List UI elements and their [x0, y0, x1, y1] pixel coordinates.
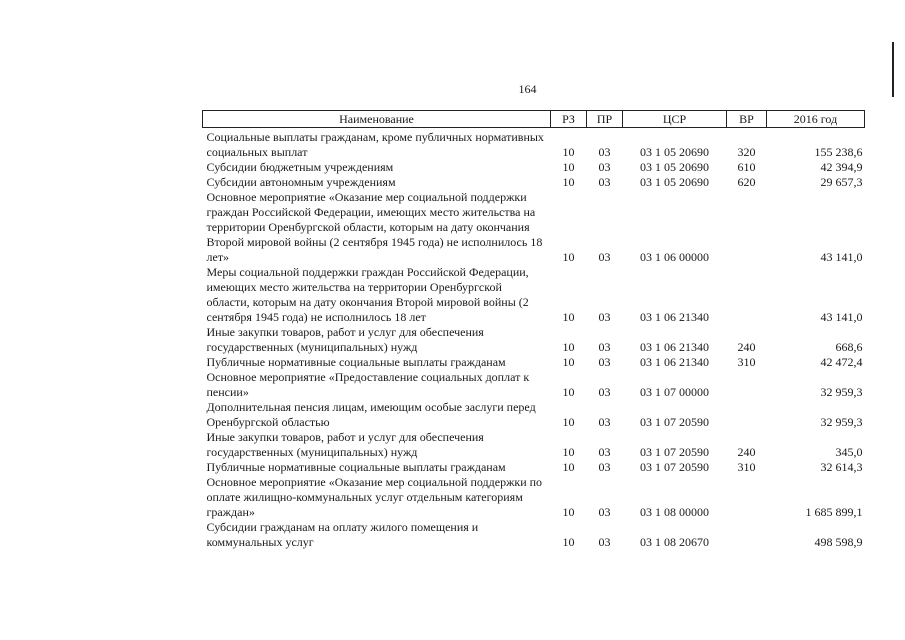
row-year: 32 959,3	[820, 415, 863, 429]
header-name: Наименование	[203, 111, 551, 128]
row-csr: 03 1 06 00000	[640, 250, 709, 264]
row-name: Иные закупки товаров, работ и услуг для обеспечения государственных (муниципальных) нужд	[206, 325, 484, 354]
row-name: Субсидии гражданам на оплату жилого помещения и коммунальных услуг	[206, 520, 479, 549]
row-csr: 03 1 08 20670	[640, 535, 709, 549]
table-row	[203, 160, 865, 175]
row-pr: 03	[598, 160, 611, 174]
row-year: 668,6	[835, 340, 863, 354]
row-rz: 10	[562, 535, 575, 549]
header-vr: ВР	[727, 111, 767, 128]
table-row	[203, 265, 865, 325]
row-name: Социальные выплаты гражданам, кроме публичных нормативных социальных выплат	[206, 130, 544, 159]
row-year: 42 394,9	[820, 160, 863, 174]
table-row	[203, 370, 865, 400]
row-vr: 320	[737, 145, 756, 159]
row-year: 43 141,0	[820, 310, 863, 324]
header-rz: РЗ	[551, 111, 587, 128]
header-csr: ЦСР	[623, 111, 727, 128]
row-vr: 240	[737, 340, 756, 354]
row-pr: 03	[598, 250, 611, 264]
row-rz: 10	[562, 175, 575, 189]
row-rz: 10	[562, 415, 575, 429]
table-row	[203, 128, 865, 161]
row-csr: 03 1 07 20590	[640, 445, 709, 459]
row-name: Иные закупки товаров, работ и услуг для обеспечения государственных (муниципальных) нужд	[206, 430, 484, 459]
table-row	[203, 520, 865, 550]
row-csr: 03 1 06 21340	[640, 355, 709, 369]
table-row	[203, 175, 865, 190]
row-name: Меры социальной поддержки граждан Российской Федерации, имеющих место жительства на территории Оренбургской области, которым на дату окончания Второй мировой войны (2 сентября 1945 года) не исполнилось 18 лет	[206, 265, 529, 324]
row-rz: 10	[562, 310, 575, 324]
row-name: Основное мероприятие «Предоставление социальных доплат к пенсии»	[206, 370, 530, 399]
row-pr: 03	[598, 535, 611, 549]
row-csr: 03 1 07 00000	[640, 385, 709, 399]
page-number: 164	[518, 82, 537, 96]
row-pr: 03	[598, 340, 611, 354]
row-rz: 10	[562, 460, 575, 474]
row-pr: 03	[598, 385, 611, 399]
table-row	[203, 325, 865, 355]
row-csr: 03 1 05 20690	[640, 145, 709, 159]
row-vr: 240	[737, 445, 756, 459]
row-name: Дополнительная пенсия лицам, имеющим особые заслуги перед Оренбургской областью	[206, 400, 536, 429]
row-rz: 10	[562, 340, 575, 354]
header-pr: ПР	[587, 111, 623, 128]
row-pr: 03	[598, 145, 611, 159]
row-vr: 310	[737, 355, 756, 369]
row-pr: 03	[598, 415, 611, 429]
row-year: 155 238,6	[814, 145, 863, 159]
table-header	[203, 111, 865, 128]
row-csr: 03 1 07 20590	[640, 460, 709, 474]
table-row	[203, 400, 865, 430]
row-vr	[727, 265, 767, 325]
row-year: 43 141,0	[820, 250, 863, 264]
row-name: Публичные нормативные социальные выплаты гражданам	[206, 355, 506, 369]
row-csr: 03 1 05 20690	[640, 160, 709, 174]
row-vr: 610	[737, 160, 756, 174]
row-rz: 10	[562, 445, 575, 459]
row-name: Субсидии бюджетным учреждениям	[206, 160, 394, 174]
row-rz: 10	[562, 250, 575, 264]
row-vr	[727, 475, 767, 520]
header-year: 2016 год	[767, 111, 865, 128]
row-year: 1 685 899,1	[805, 505, 863, 519]
row-csr: 03 1 08 00000	[640, 505, 709, 519]
row-pr: 03	[598, 445, 611, 459]
table-row	[203, 460, 865, 475]
row-vr	[727, 400, 767, 430]
row-vr	[727, 190, 767, 265]
row-rz: 10	[562, 505, 575, 519]
row-pr: 03	[598, 460, 611, 474]
row-year: 29 657,3	[820, 175, 863, 189]
table-body	[203, 128, 865, 551]
row-name: Публичные нормативные социальные выплаты гражданам	[206, 460, 506, 474]
row-csr: 03 1 05 20690	[640, 175, 709, 189]
row-vr: 620	[737, 175, 756, 189]
row-vr	[727, 370, 767, 400]
row-rz: 10	[562, 385, 575, 399]
table-row	[203, 430, 865, 460]
row-rz: 10	[562, 145, 575, 159]
row-year: 32 614,3	[820, 460, 863, 474]
row-pr: 03	[598, 175, 611, 189]
row-rz: 10	[562, 160, 575, 174]
row-vr: 310	[737, 460, 756, 474]
row-name: Субсидии автономным учреждениям	[206, 175, 396, 189]
row-csr: 03 1 06 21340	[640, 310, 709, 324]
table-row	[203, 475, 865, 520]
row-year: 498 598,9	[814, 535, 863, 549]
row-pr: 03	[598, 355, 611, 369]
row-csr: 03 1 07 20590	[640, 415, 709, 429]
row-csr: 03 1 06 21340	[640, 340, 709, 354]
row-pr: 03	[598, 310, 611, 324]
table-row	[203, 355, 865, 370]
table-row	[203, 190, 865, 265]
budget-table	[202, 110, 865, 550]
row-year: 32 959,3	[820, 385, 863, 399]
row-pr: 03	[598, 505, 611, 519]
page-edge-mark	[892, 42, 894, 97]
row-name: Основное мероприятие «Оказание мер социальной поддержки граждан Российской Федерации, имеющих место жительства на территории Оренбургской области, которым на дату окончания Второй мировой войны (2 сентября 1945 года) не исполнилось 18 лет»	[206, 190, 543, 264]
row-rz: 10	[562, 355, 575, 369]
row-year: 42 472,4	[820, 355, 863, 369]
row-name: Основное мероприятие «Оказание мер социальной поддержки по оплате жилищно-коммунальных услуг отдельным категориям граждан»	[206, 475, 543, 519]
row-vr	[727, 520, 767, 550]
row-year: 345,0	[835, 445, 863, 459]
